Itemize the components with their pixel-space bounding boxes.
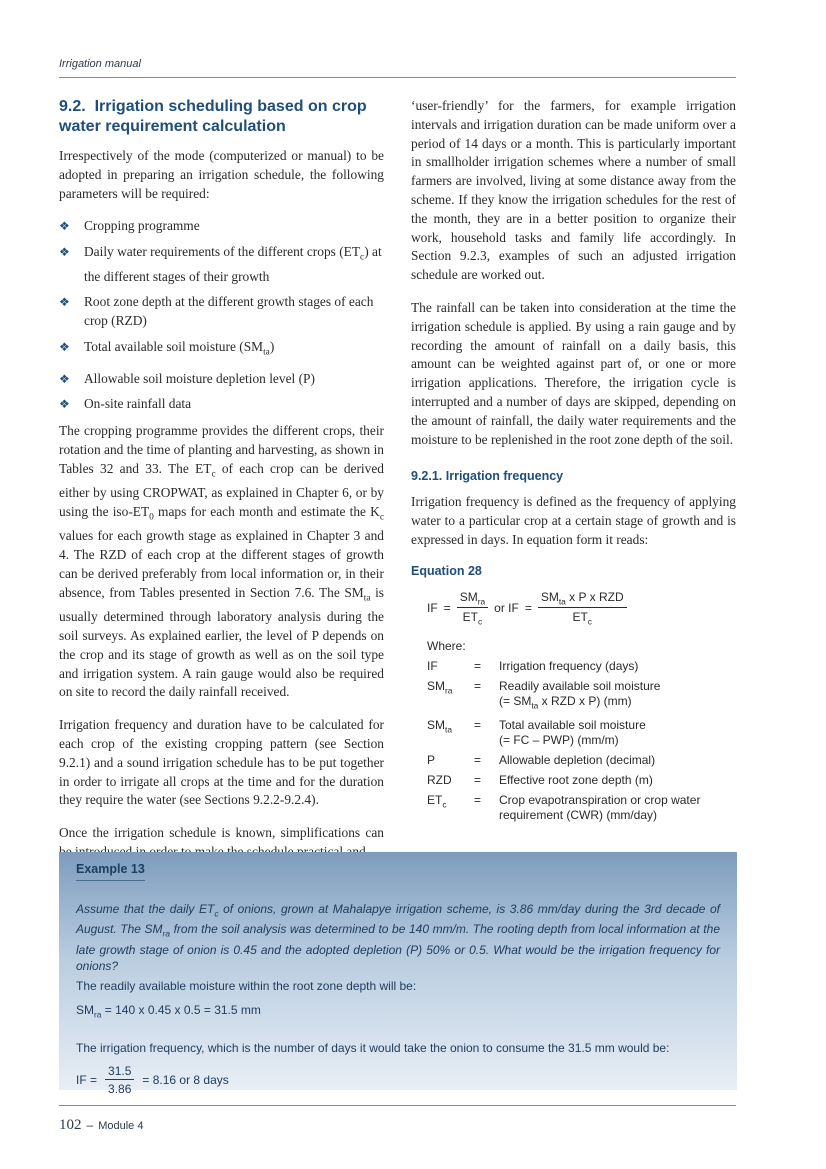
- text: SM: [427, 717, 445, 732]
- equals-sign: =: [443, 601, 451, 616]
- list-item: [59, 395, 384, 414]
- text: = 140 x 0.45 x 0.5 = 31.5 mm: [101, 1002, 261, 1017]
- text: Readily available soil moisture: [499, 678, 661, 693]
- diamond-bullet-icon: ❖: [59, 295, 70, 310]
- example-question: [76, 901, 720, 974]
- text: x RZD x P) (mm): [538, 693, 632, 708]
- text: from the soil analysis was determined to be 140 mm/m. The rooting depth from local information at the late growth stage of onion is 0.45 and the adopted depletion (P) 50% or 0.5. What would be the irrigation frequency for onions?: [76, 922, 720, 973]
- fraction-denominator: [457, 608, 488, 626]
- running-header: Irrigation manual: [59, 58, 141, 70]
- text: SM: [459, 589, 478, 604]
- diamond-bullet-icon: ❖: [59, 219, 70, 234]
- text: SM: [76, 1002, 94, 1017]
- user-friendly-paragraph: ‘user-friendly’ for the farmers, for example irrigation intervals and irrigation duration can be made uniform over a period of 14 days or a month. This is particularly important in smallholder irrigation schemes where a number of small farmers are involved, living at some distance away from the scheme. If they know the irrigation schedules for the rest of the month, they are in a better position to organize their work, household tasks and family life accordingly. In Section 9.2.3, examples of such an adjusted irrigation schedule are worked out.: [411, 98, 736, 283]
- diamond-bullet-icon: ❖: [59, 340, 70, 355]
- section-title: [59, 97, 384, 137]
- table-row: [427, 679, 700, 718]
- text: ET: [462, 610, 478, 625]
- table-row: [427, 753, 700, 773]
- example-line: The irrigation frequency, which is the number of days it would take the onion to consume the 31.5 mm would be:: [76, 1041, 670, 1056]
- description-cell: Effective root zone depth (m): [499, 772, 653, 787]
- text: SM: [427, 678, 445, 693]
- list-item-text: Allowable soil moisture depletion level (P): [84, 370, 315, 386]
- fraction-denominator: 3.86: [108, 1082, 132, 1097]
- cropping-paragraph: [59, 422, 384, 702]
- subscript: c: [360, 252, 365, 263]
- symbol-cell: RZD: [427, 772, 452, 787]
- text: maps for each month and estimate the K: [153, 503, 380, 519]
- text: of each crop can be derived either by using CROPWAT, as explained in Chapter 6, or by using the iso-ET: [59, 460, 384, 519]
- footer-dash: –: [86, 1118, 94, 1132]
- text: (= FC – PWP) (mm/m): [499, 732, 619, 747]
- list-item-text: Daily water requirements of the different crops (ET: [84, 244, 361, 260]
- definition-paragraph: Irrigation frequency is defined as the frequency of applying water to a particular crop at a certain stage of growth and is expressed in days. In equation form it reads:: [411, 494, 736, 547]
- subscript: c: [442, 799, 447, 810]
- description-cell: Allowable depletion (decimal): [499, 752, 656, 767]
- intro-paragraph: Irrespectively of the mode (computerized or manual) to be adopted in preparing an irrigation schedule, the following parameters will be required:: [59, 148, 384, 201]
- list-item: [59, 217, 384, 236]
- text: requirement (CWR) (mm/day): [499, 807, 658, 822]
- section-number: 9.2.: [59, 98, 86, 115]
- subscript: ta: [531, 699, 539, 710]
- subscript: c: [211, 469, 216, 480]
- frequency-paragraph: Irrigation frequency and duration have to be calculated for each crop of the existing cropping pattern (see Section 9.2.1) and a sound irrigation schedule has to be put together in order to irrigate all crops at the time and for the duration they require the water (see Sections 9.2.2-9.2.4).: [59, 717, 384, 808]
- description-cell: [499, 718, 700, 753]
- list-item-text: Cropping programme: [84, 218, 200, 234]
- table-row: [427, 718, 700, 753]
- subscript: ta: [558, 596, 566, 607]
- subsection-title: 9.2.1. Irrigation frequency: [411, 469, 564, 484]
- once-paragraph: Once the irrigation schedule is known, simplifications can: [59, 825, 384, 841]
- description-cell: Irrigation frequency (days): [499, 658, 639, 673]
- text: ET: [427, 792, 443, 807]
- equals-cell: =: [474, 752, 482, 767]
- equation-line: [427, 590, 736, 627]
- example-title: Example 13: [76, 862, 145, 881]
- text: ET: [572, 610, 588, 625]
- list-item-text: Root zone depth at the different growth stages of each crop (RZD): [84, 294, 374, 329]
- subscript: ra: [94, 1009, 102, 1020]
- table-row: [427, 773, 700, 793]
- list-item-text: ) at the different stages of their growth: [84, 244, 382, 284]
- equals-cell: =: [474, 658, 482, 673]
- fraction-smra-etc: [457, 590, 488, 627]
- where-table: [427, 639, 700, 828]
- fraction-smta-etc: [538, 590, 627, 627]
- list-item-text: On-site rainfall data: [84, 396, 192, 412]
- example-line: The readily available moisture within the root zone depth will be:: [76, 978, 417, 993]
- text: (= SM: [499, 693, 532, 708]
- table-row: [427, 793, 700, 828]
- table-row: [427, 659, 700, 679]
- equals-cell: =: [474, 792, 482, 807]
- footer: [59, 1117, 143, 1134]
- subscript: c: [214, 908, 219, 919]
- symbol-cell: [427, 718, 474, 753]
- equation-title: Equation 28: [411, 563, 482, 578]
- list-item-text: Total available soil moisture (SM: [84, 339, 264, 355]
- fraction: [105, 1064, 134, 1096]
- subscript: ta: [445, 724, 452, 735]
- description-cell: [499, 679, 700, 718]
- equation: [411, 590, 736, 828]
- equals-cell: =: [474, 678, 482, 693]
- subscript: ra: [445, 684, 453, 695]
- symbol-cell: [427, 679, 474, 718]
- footer-rule: [59, 1105, 736, 1106]
- example-box: [59, 852, 737, 1097]
- fraction-numerator: [538, 590, 627, 608]
- text: of onions, grown at Mahalapye irrigation scheme, is 3.86 mm/day during the 3rd decade of August. The SM: [76, 902, 720, 937]
- text: IF: [427, 658, 438, 673]
- footer-module: Module 4: [98, 1120, 144, 1132]
- fraction-numerator: 31.5: [105, 1064, 134, 1080]
- list-item: [59, 243, 384, 286]
- example-fraction-calculation: [76, 1064, 720, 1096]
- subscript: ra: [162, 928, 170, 939]
- example-content: [59, 852, 737, 1096]
- header-rule: [59, 77, 736, 78]
- text: SM: [540, 589, 559, 604]
- example-calculation: [76, 1002, 720, 1022]
- rainfall-paragraph: The rainfall can be taken into consideration at the time the irrigation schedule is applied. By using a rain gauge and by recording the amount of rainfall on a daily basis, this amount can be weighted against part of, or one or more irrigation applications. Therefore, the irrigation cycle is interrupted and a number of days are skipped, depending on the amount of rainfall, the daily water requirements and the moisture to be replenished in the root zone depth of the soil.: [411, 299, 736, 447]
- fraction-numerator: [457, 590, 488, 608]
- right-column: [411, 97, 736, 828]
- subscript: ta: [263, 347, 270, 358]
- symbol-cell: [427, 793, 474, 828]
- diamond-bullet-icon: ❖: [59, 245, 70, 260]
- subscript: c: [587, 616, 592, 627]
- left-column: [59, 97, 384, 876]
- text: is usually determined through laboratory analysis during the soil surveys. As explained earlier, the level of P depends on the crop and its stage of growth as well as on the soil type and irrigation system. A rain gauge would also be required on site to record the daily rainfall received.: [59, 584, 384, 700]
- text: The cropping programme provides the different crops, their rotation and the time of planting and harvesting, as shown in Tables 32 and 33. The ET: [59, 423, 384, 476]
- equals-sign: =: [524, 601, 532, 616]
- text: Crop evapotranspiration or crop water: [499, 792, 701, 807]
- or-if-label: or IF: [494, 601, 519, 616]
- table-row: [427, 639, 700, 659]
- list-item: [59, 370, 384, 389]
- diamond-bullet-icon: ❖: [59, 371, 70, 386]
- parameter-list: [59, 217, 384, 414]
- description-cell: [499, 793, 700, 828]
- subscript: c: [477, 616, 483, 627]
- section-title-text: Irrigation scheduling based on crop water requirement calculation: [59, 98, 367, 135]
- subscript: 0: [149, 512, 154, 523]
- text: Assume that the daily ET: [76, 902, 215, 916]
- list-item: [59, 293, 384, 331]
- symbol-cell: [427, 659, 474, 679]
- where-label: Where:: [427, 638, 466, 653]
- text: = 8.16 or 8 days: [142, 1073, 229, 1088]
- equation-lhs: IF: [427, 601, 438, 616]
- page-number: 102: [59, 1117, 82, 1133]
- text: IF =: [76, 1073, 98, 1088]
- text: Total available soil moisture: [499, 717, 646, 732]
- fraction-denominator: [538, 608, 627, 626]
- list-item-text: ): [269, 339, 275, 355]
- list-item: [59, 338, 384, 362]
- diamond-bullet-icon: ❖: [59, 397, 70, 412]
- equals-cell: =: [474, 772, 482, 787]
- symbol-cell: P: [427, 752, 436, 767]
- equals-cell: =: [474, 717, 482, 732]
- text: values for each growth stage as explained in Chapter 3 and 4. The RZD of each crop at the different stages of growth can be derived preferably from local information or, in their absence, from Tables presented in Section 7.6. The SM: [59, 528, 384, 600]
- text: x P x RZD: [565, 589, 624, 604]
- subscript: ra: [477, 596, 486, 607]
- subscript: c: [379, 512, 384, 523]
- subscript: ta: [363, 593, 371, 604]
